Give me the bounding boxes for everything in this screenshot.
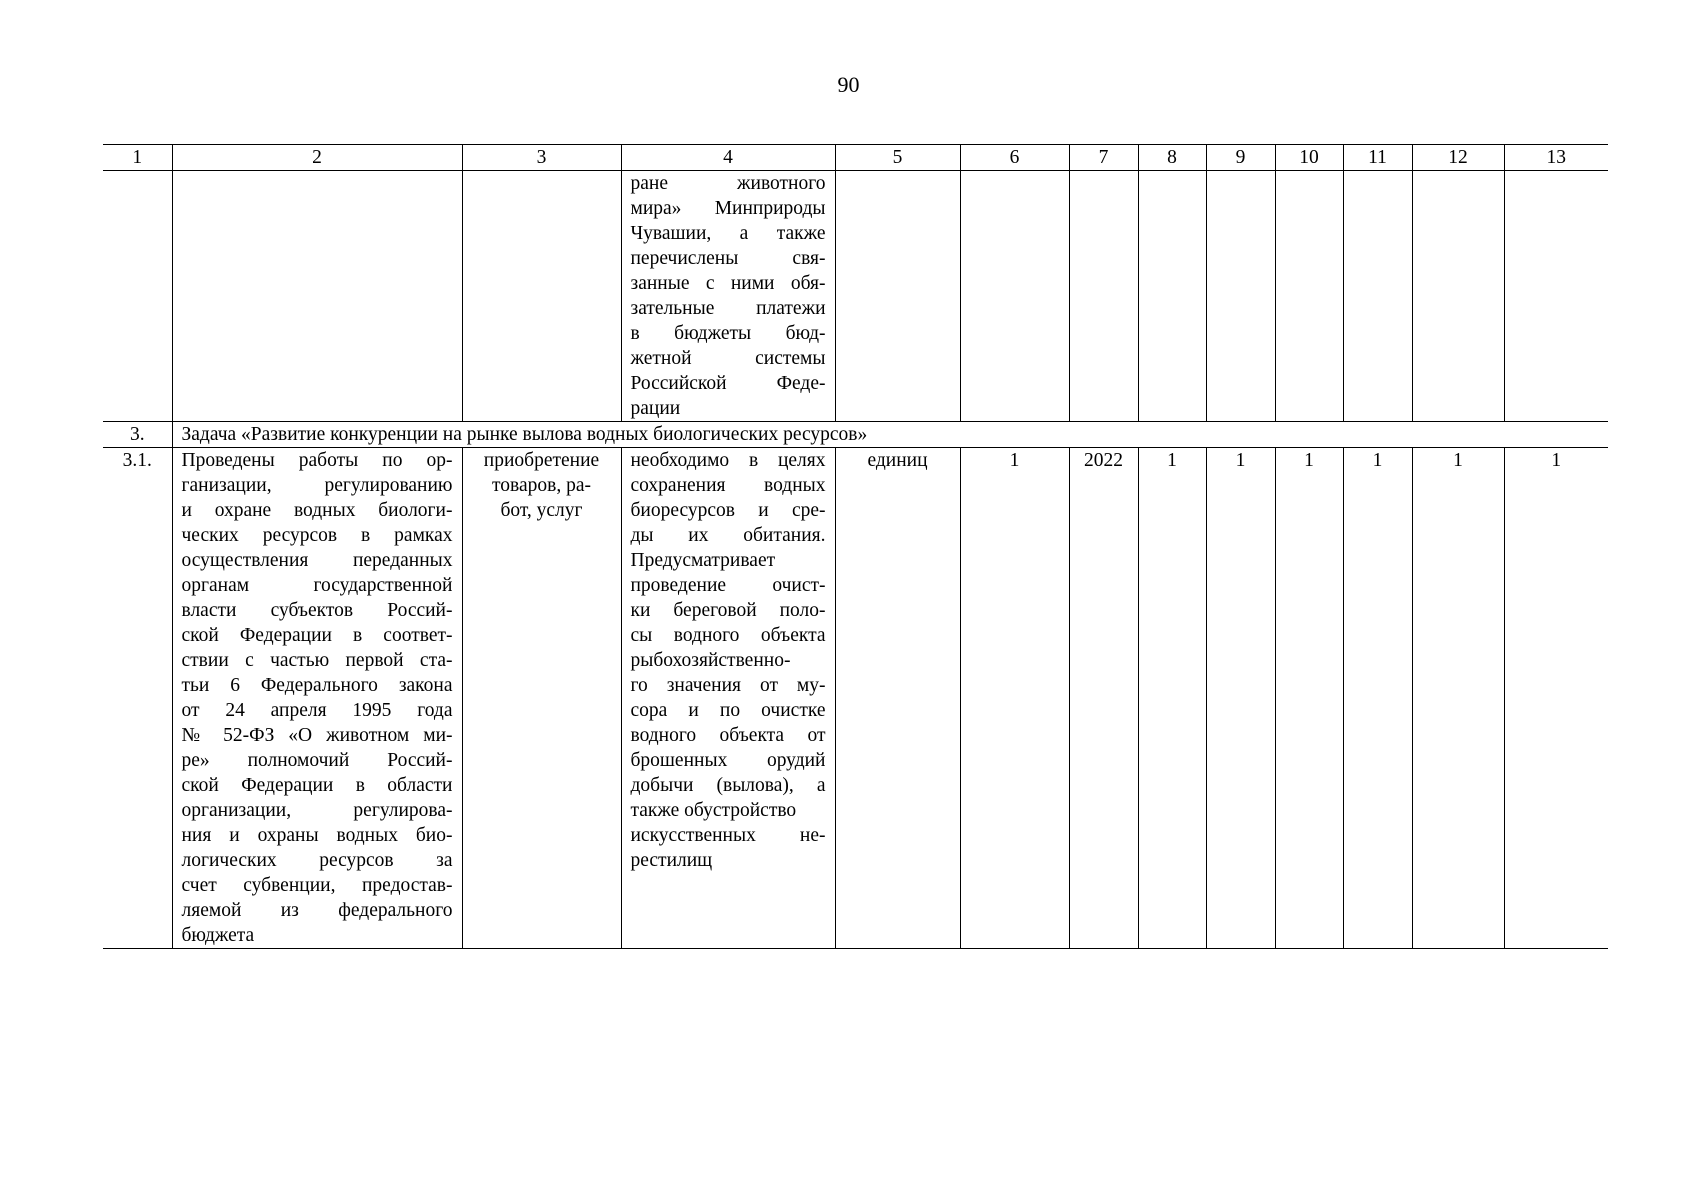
text-line: мира» Минприроды (630, 198, 826, 219)
empty-cell (1069, 171, 1138, 422)
table-header-row (103, 145, 1608, 171)
page-number: 90 (837, 72, 860, 97)
item-year-cell: 2022 (1069, 448, 1138, 949)
empty-cell (462, 171, 621, 422)
text-line: зательные платежи (630, 298, 826, 319)
header-cell: 9 (1206, 145, 1275, 171)
text-line: органам государственной (181, 575, 453, 596)
header-cell: 13 (1504, 145, 1608, 171)
text-line: перечислены свя- (630, 248, 826, 269)
empty-cell (1412, 171, 1504, 422)
text-line: рыбохозяйственно- (630, 650, 791, 671)
item-unit-cell: единиц (835, 448, 960, 949)
text-line: ганизации, регулированию (181, 475, 453, 496)
text-line: сы водного объекта (630, 625, 826, 646)
text-line: го значения от му- (630, 675, 826, 696)
header-cell: 10 (1275, 145, 1343, 171)
text-line: искусственных не- (630, 825, 826, 846)
text-line: и охране водных биологи- (181, 500, 453, 521)
text-line: Российской Феде- (630, 373, 826, 394)
empty-cell (103, 171, 172, 422)
text-line: добычи (вылова), а (630, 775, 826, 796)
empty-cell (1138, 171, 1206, 422)
text-line: Предусматривает (630, 550, 776, 571)
header-cell: 11 (1343, 145, 1412, 171)
text-line: сора и по очистке (630, 700, 826, 721)
text-line: Чувашии, а также (630, 223, 826, 244)
text-line: сохранения водных (630, 475, 826, 496)
item-number: 3.1. (103, 448, 172, 949)
text-line: рестилищ (630, 850, 713, 871)
text-line: ческих ресурсов в рамках (181, 525, 453, 546)
text-line: ране животного (630, 173, 826, 194)
header-cell: 3 (462, 145, 621, 171)
item-value-cell: 1 (1343, 448, 1412, 949)
text-line: ствии с частью первой ста- (181, 650, 453, 671)
item-row (103, 448, 1608, 949)
text-line: необходимо в целях (630, 450, 826, 471)
text-line: бюджета (181, 925, 255, 946)
text-line: ния и охраны водных био- (181, 825, 453, 846)
text-line: жетной системы (630, 348, 826, 369)
text-line: власти субъектов Россий- (181, 600, 453, 621)
item-value-cell: 1 (960, 448, 1069, 949)
item-value-cell: 1 (1138, 448, 1206, 949)
text-line: Проведены работы по ор- (181, 450, 453, 471)
text-line: № 52-ФЗ «О животном ми- (181, 725, 453, 746)
item-value-cell: 1 (1504, 448, 1608, 949)
task-row (103, 422, 1608, 448)
header-cell: 12 (1412, 145, 1504, 171)
text-line: водного объекта от (630, 725, 826, 746)
text-line: организации, регулирова- (181, 800, 453, 821)
header-cell: 1 (103, 145, 172, 171)
text-line: также обустройство (630, 800, 797, 821)
text-line: логических ресурсов за (181, 850, 453, 871)
text-line: рации (630, 398, 681, 419)
text-line: ки береговой поло- (630, 600, 826, 621)
item-justification-cell (621, 448, 835, 949)
text-line: осуществления переданных (181, 550, 453, 571)
empty-cell (1343, 171, 1412, 422)
item-value-cell: 1 (1412, 448, 1504, 949)
empty-cell (960, 171, 1069, 422)
item-description-cell (172, 448, 462, 949)
empty-cell (172, 171, 462, 422)
text-line: проведение очист- (630, 575, 826, 596)
text-line: от 24 апреля 1995 года (181, 700, 453, 721)
indicators-table (103, 144, 1608, 949)
text-line: ской Федерации в области (181, 775, 453, 796)
text-line: приобретение (483, 450, 600, 471)
header-cell: 2 (172, 145, 462, 171)
header-cell: 8 (1138, 145, 1206, 171)
task-number: 3. (103, 422, 172, 448)
text-line: брошенных орудий (630, 750, 826, 771)
text-line: тьи 6 Федерального закона (181, 675, 453, 696)
item-value-cell: 1 (1206, 448, 1275, 949)
item-value-cell: 1 (1275, 448, 1343, 949)
continuation-description-cell (621, 171, 835, 422)
header-cell: 5 (835, 145, 960, 171)
continuation-row (103, 171, 1608, 422)
item-expense-type-cell (462, 448, 621, 949)
task-title: Задача «Развитие конкуренции на рынке вылова водных биологических ресурсов» (172, 422, 1608, 448)
empty-cell (835, 171, 960, 422)
text-line: биоресурсов и сре- (630, 500, 826, 521)
header-cell: 7 (1069, 145, 1138, 171)
text-line: ляемой из федерального (181, 900, 453, 921)
text-line: занные с ними обя- (630, 273, 826, 294)
header-cell: 6 (960, 145, 1069, 171)
text-line: ской Федерации в соответ- (181, 625, 453, 646)
empty-cell (1504, 171, 1608, 422)
text-line: товаров, ра- (492, 475, 591, 496)
text-line: ды их обитания. (630, 525, 826, 546)
text-line: ре» полномочий Россий- (181, 750, 453, 771)
text-line: в бюджеты бюд- (630, 323, 826, 344)
empty-cell (1275, 171, 1343, 422)
text-line: бот, услуг (500, 500, 583, 521)
text-line: счет субвенции, предостав- (181, 875, 453, 896)
header-cell: 4 (621, 145, 835, 171)
empty-cell (1206, 171, 1275, 422)
